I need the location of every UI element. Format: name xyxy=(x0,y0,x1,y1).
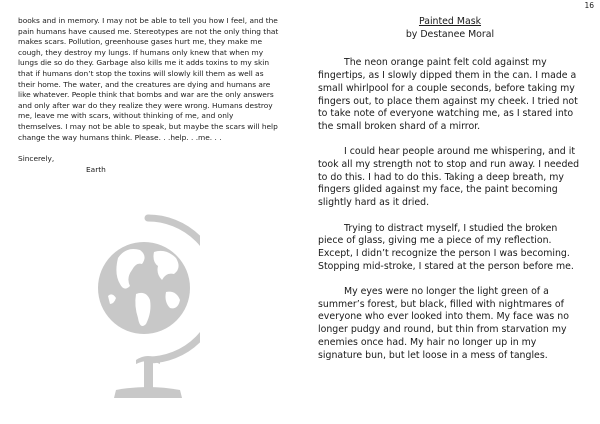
globe-icon xyxy=(96,212,200,400)
story-paragraph: My eyes were no longer the light green of a summer’s forest, but black, filled with nightmares of everyone who ever looked into them. My face was no longer pudgy and round, but thin from starvation my enemies once had. My hair no longer up in my signature bun, but let loose in a mess of tangles. xyxy=(318,286,569,361)
story-title: Painted Mask xyxy=(418,16,482,27)
story-paragraph: I could hear people around me whispering, and it took all my strength not to stop and run away. I needed to do this. I had to do this. Taking a deep breath, my fingers glided against my face, the paint becoming slightly hard as it dried. xyxy=(318,146,580,209)
letter-section xyxy=(18,16,280,175)
story-paragraph: Trying to distract myself, I studied the broken piece of glass, giving me a piece of my reflection. Except, I didn’t recognize the person I was becoming. Stopping mid-stroke, I stared at the person before me. xyxy=(318,222,574,272)
letter-closing: Sincerely, xyxy=(18,154,55,164)
letter-signature: Earth xyxy=(86,164,106,174)
page-number: 16 xyxy=(584,1,594,10)
letter-body: books and in memory. I may not be able to tell you how I feel, and the pain humans have caused me. Stereotypes are not the only thing that makes scars. Pollution, greenhouse gases hurt me, they make me cough, they destroy my lungs. If humans only knew that when my lungs die so do they. Garbage also kills me it adds toxins to my skin that if humans don’t stop the toxins will slowly kill them as well as their home. The water, and the creatures are dying and humans are like whatever. People think that bombs and war are the only answers and only after war do they realize they were wrong. Humans destroy me, leave me with scars, without thinking of me, and only themselves. I may not be able to speak, but maybe the scars will help change the way humans think. Please. . .help. . .me. . . xyxy=(18,16,279,142)
story-section xyxy=(318,16,582,375)
story-byline: by Destanee Moral xyxy=(405,28,495,40)
story-paragraph: The neon orange paint felt cold against my fingertips, as I slowly dipped them in the can. I made a small whirlpool for a couple seconds, before taking my fingers out, to place them against my cheek. I tried not to take note of everyone watching me, as I stared into the small broken shard of a mirror. xyxy=(318,57,578,132)
